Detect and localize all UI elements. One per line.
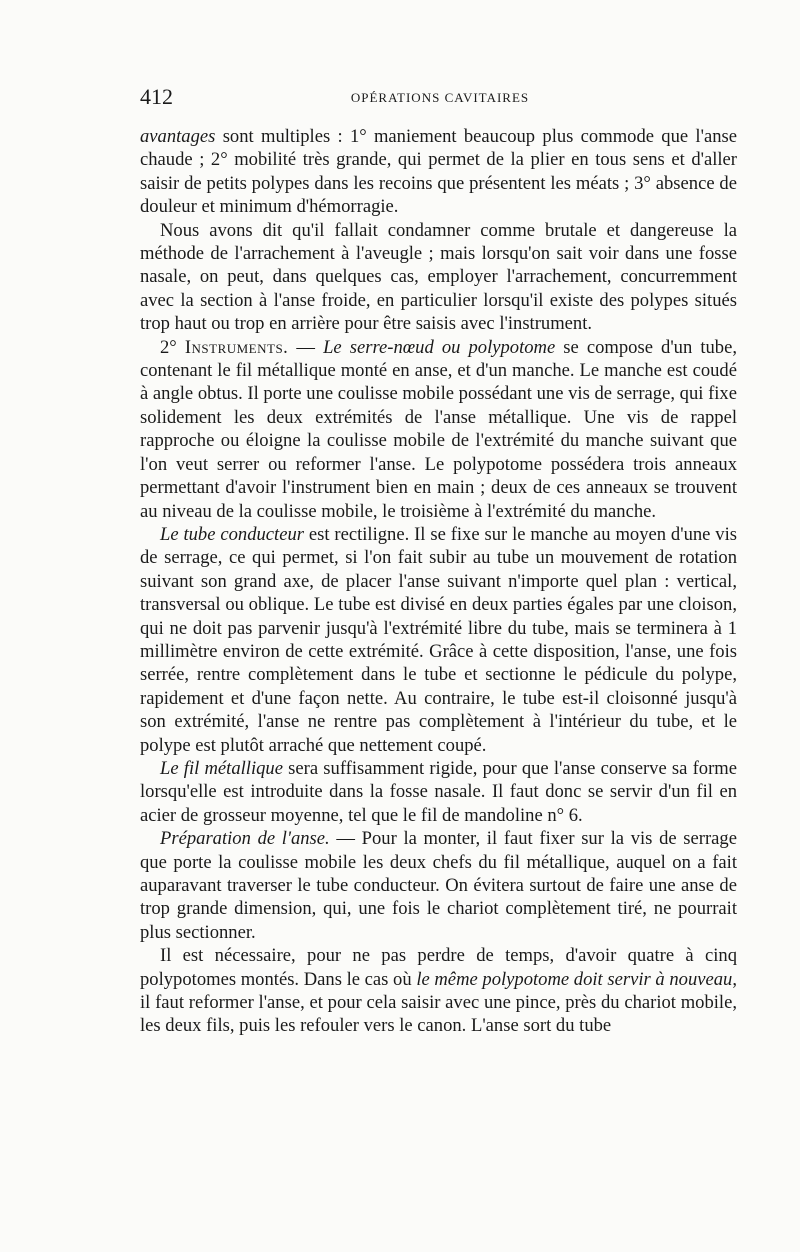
- emphasis: Le serre-nœud ou polypotome: [323, 336, 556, 358]
- section-heading: Instruments.: [184, 336, 289, 358]
- page-number: 412: [140, 84, 173, 109]
- page-header: [140, 84, 740, 110]
- emphasis: Préparation de l'anse.: [160, 828, 330, 850]
- paragraph-5: [140, 757, 737, 827]
- paragraph-7: [140, 944, 737, 1038]
- dash: —: [288, 336, 324, 358]
- page-body: [140, 125, 737, 1038]
- paragraph-text: Il est nécessaire, pour ne pas perdre de temps, d'avoir quatre à cinq polypotomes montés. Dans le cas où: [140, 945, 737, 990]
- paragraph-3: [140, 336, 737, 523]
- paragraph-text: , il faut reformer l'anse, et pour cela saisir avec une pince, près du chariot mobile, les deux fils, puis les refouler vers le canon. L'anse sort du tube: [140, 968, 737, 1037]
- emphasis: Le fil métallique: [160, 757, 283, 779]
- paragraph-text: Nous avons dit qu'il fallait condamner comme brutale et dangereuse la méthode de l'arrachement à l'aveugle ; mais lorsqu'on sait voir dans une fosse nasale, on peut, dans quelques cas, employer l'arrachement, concurremment avec la section à l'anse froide, en particulier lorsqu'il existe des polypes situés trop haut ou trop en arrière pour être saisis avec l'instrument.: [140, 219, 737, 335]
- paragraph-2: [140, 219, 737, 336]
- emphasis: Le tube conducteur: [160, 523, 304, 545]
- paragraph-text: sont multiples : 1° maniement beaucoup plus commode que l'anse chaude ; 2° mobilité très grande, qui permet de la plier en tous sens et d'aller saisir de petits polypes dans les recoins que présentent les méats ; 3° absence de douleur et minimum d'hémorragie.: [140, 126, 737, 218]
- emphasis: le même polypotome doit servir à nouveau: [416, 968, 733, 990]
- paragraph-1: [140, 125, 737, 219]
- section-number: 2°: [160, 336, 185, 358]
- emphasis: avantages: [140, 126, 216, 147]
- paragraph-text: se compose d'un tube, contenant le fil métallique monté en anse, et d'un manche. Le manche est coudé à angle obtus. Il porte une coulisse mobile possédant une vis de serrage, qui fixe solidement les deux extrémités de l'anse métallique. Une vis de rappel rapproche ou éloigne la coulisse mobile de l'extrémité du manche suivant que l'on veut serrer ou reformer l'anse. Le polypotome possédera trois anneaux permettant d'avoir l'instrument bien en main ; deux de ces anneaux se trouvent au niveau de la coulisse mobile, le troisième à l'extrémité du manche.: [140, 336, 737, 522]
- paragraph-6: [140, 827, 737, 944]
- paragraph-text: est rectiligne. Il se fixe sur le manche au moyen d'une vis de serrage, ce qui permet, si l'on fait subir au tube un mouvement de rotation suivant son grand axe, de placer l'anse suivant n'importe quel plan : vertical, transversal ou oblique. Le tube est divisé en deux parties égales par une cloison, qui ne doit pas parvenir jusqu'à l'extrémité libre du tube, mais se terminera à 1 millimètre environ de cette extrémité. Grâce à cette disposition, l'anse, une fois serrée, rentre complètement dans le tube et sectionne le pédicule du polype, rapidement et d'une façon nette. Au contraire, le tube est-il cloisonné jusqu'à son extrémité, l'anse ne rentre pas complètement à l'intérieur du tube, et le polype est plutôt arraché que nettement coupé.: [140, 523, 737, 756]
- paragraph-text: sera suffisamment rigide, pour que l'anse conserve sa forme lorsqu'elle est introduite dans la fosse nasale. Il faut donc se servir d'un fil en acier de grosseur moyenne, tel que le fil de mandoline n° 6.: [140, 757, 737, 826]
- paragraph-text: — Pour la monter, il faut fixer sur la vis de serrage que porte la coulisse mobile les deux chefs du fil métallique, auquel on a fait auparavant traverser le tube conducteur. On évitera surtout de faire une anse de trop grande dimension, qui, une fois le chariot complètement tiré, ne pourrait plus sectionner.: [140, 828, 737, 943]
- running-title: OPÉRATIONS CAVITAIRES: [350, 90, 530, 105]
- paragraph-4: [140, 523, 737, 757]
